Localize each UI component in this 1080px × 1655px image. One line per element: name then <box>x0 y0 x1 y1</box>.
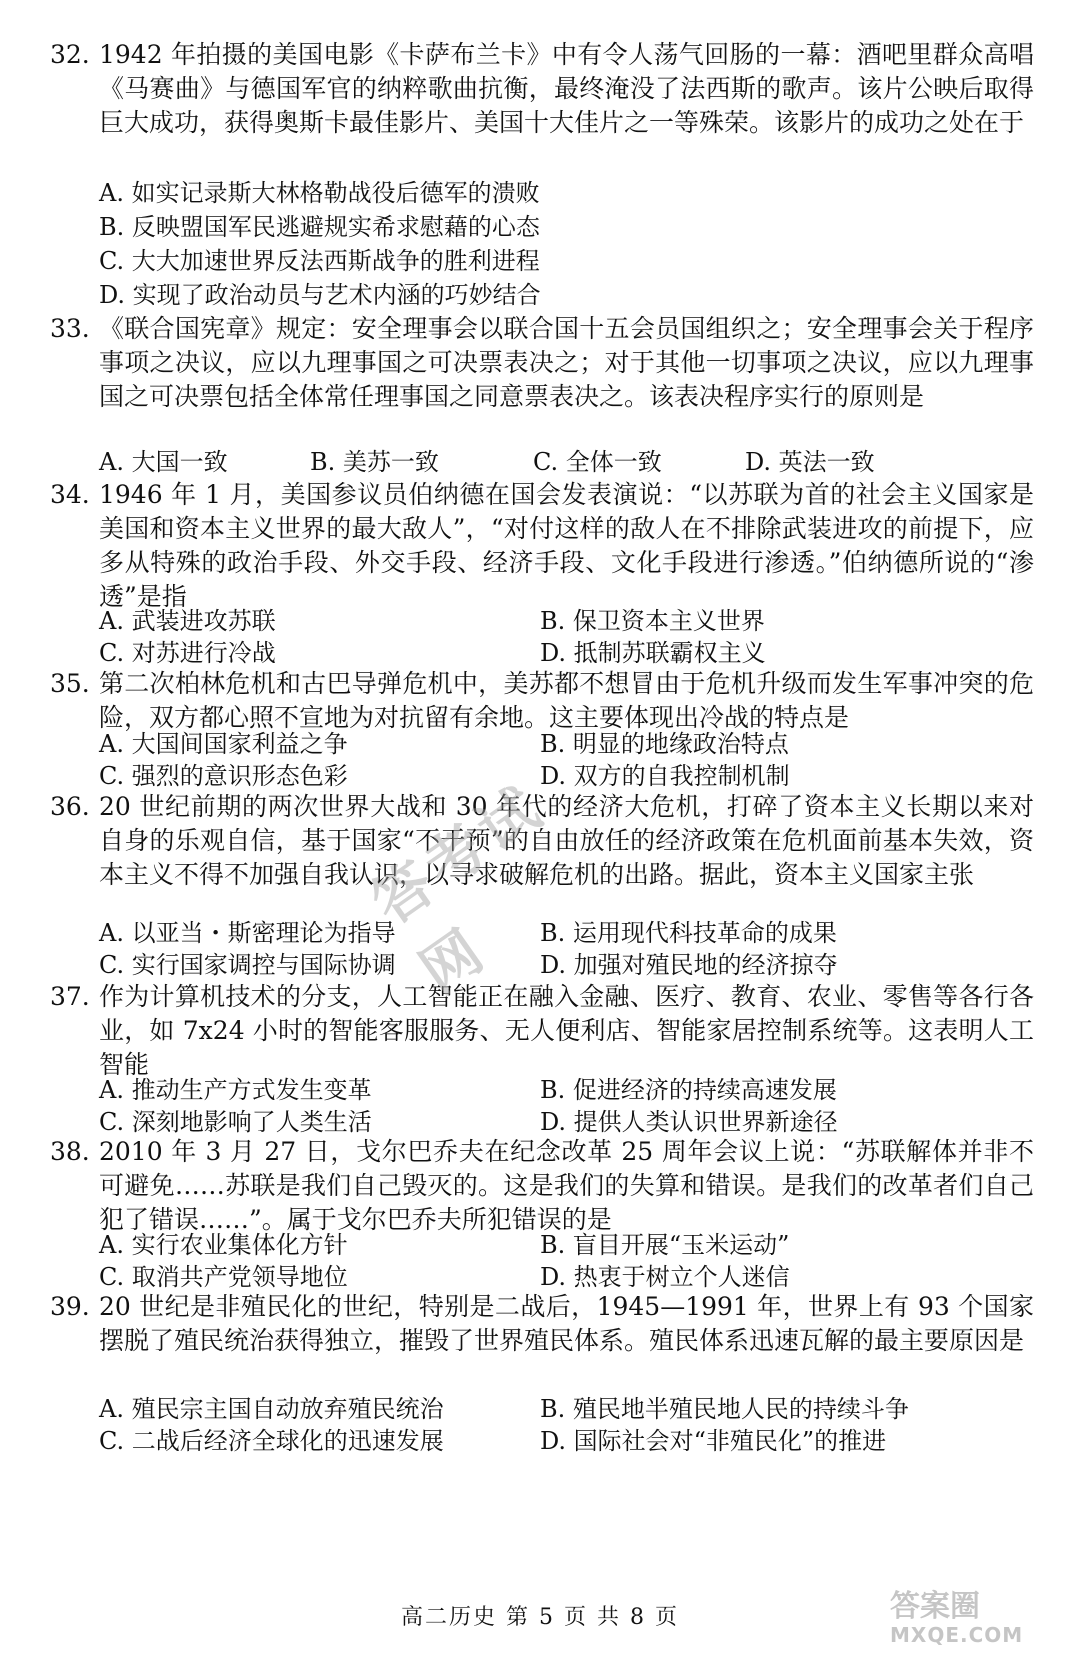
option-d: D. 国际社会对“非殖民化”的推进 <box>540 1427 887 1455</box>
option-c: C. 取消共产党领导地位 <box>99 1263 348 1291</box>
option-b: B. 反映盟国军民逃避规实希求慰藉的心态 <box>99 213 540 241</box>
watermark-stamp: 答考试网 <box>359 771 557 1007</box>
question-number: 35. <box>50 669 90 698</box>
watermark-logo <box>890 1590 1070 1650</box>
option-a: A. 以亚当・斯密理论为指导 <box>99 919 396 947</box>
option-a: A. 大国一致 <box>99 448 228 476</box>
option-c: C. 深刻地影响了人类生活 <box>99 1108 372 1136</box>
page-footer: 高二历史 第 5 页 共 8 页 <box>401 1605 679 1630</box>
option-c: C. 对苏进行冷战 <box>99 639 276 667</box>
option-a: A. 大国间国家利益之争 <box>99 730 348 758</box>
option-c: C. 全体一致 <box>533 448 662 476</box>
question-stem: 2010 年 3 月 27 日，戈尔巴乔夫在纪念改革 25 周年会议上说：“苏联解体并非不可避免……苏联是我们自己毁灭的。这是我们的失算和错误。是我们的改革者们自己犯了错误……”。属于戈尔巴乔夫所犯错误的是 <box>99 1137 1034 1234</box>
option-d: D. 抵制苏联霸权主义 <box>540 639 766 667</box>
question-number: 36. <box>50 792 90 821</box>
option-a: A. 武装进攻苏联 <box>99 607 276 635</box>
option-a: A. 殖民宗主国自动放弃殖民统治 <box>99 1395 444 1423</box>
option-d: D. 加强对殖民地的经济掠夺 <box>540 951 838 979</box>
question-stem: 20 世纪是非殖民化的世纪，特别是二战后，1945—1991 年，世界上有 93 个国家摆脱了殖民统治获得独立，摧毁了世界殖民体系。殖民体系迅速瓦解的最主要原因是 <box>99 1292 1034 1355</box>
option-c: C. 实行国家调控与国际协调 <box>99 951 396 979</box>
option-d: D. 热衷于树立个人迷信 <box>540 1263 790 1291</box>
option-b: B. 美苏一致 <box>310 448 439 476</box>
question-number: 33. <box>50 314 90 343</box>
watermark-logo-url: MXQE.COM <box>890 1623 1024 1647</box>
option-a: A. 推动生产方式发生变革 <box>99 1076 372 1104</box>
option-b: B. 保卫资本主义世界 <box>540 607 765 635</box>
question-number: 39. <box>50 1292 90 1321</box>
option-c: C. 强烈的意识形态色彩 <box>99 762 348 790</box>
option-c: C. 大大加速世界反法西斯战争的胜利进程 <box>99 247 540 275</box>
question-stem: 1942 年拍摄的美国电影《卡萨布兰卡》中有令人荡气回肠的一幕：酒吧里群众高唱《马赛曲》与德国军官的纳粹歌曲抗衡，最终淹没了法西斯的歌声。该片公映后取得巨大成功，获得奥斯卡最佳影片、美国十大佳片之一等殊荣。该影片的成功之处在于 <box>99 40 1034 137</box>
question-stem: 作为计算机技术的分支，人工智能正在融入金融、医疗、教育、农业、零售等各行各业，如 7x24 小时的智能客服服务、无人便利店、智能家居控制系统等。这表明人工智能 <box>99 982 1034 1079</box>
question-stem: 20 世纪前期的两次世界大战和 30 年代的经济大危机，打碎了资本主义长期以来对自身的乐观自信，基于国家“不干预”的自由放任的经济政策在危机面前基本失效，资本主义不得不加强自我认识，以寻求破解危机的出路。据此，资本主义国家主张 <box>99 792 1034 889</box>
question-number: 37. <box>50 982 90 1011</box>
watermark-logo-text: 答案圈 <box>890 1589 980 1624</box>
option-b: B. 促进经济的持续高速发展 <box>540 1076 837 1104</box>
option-a: A. 实行农业集体化方针 <box>99 1231 348 1259</box>
question-stem: 《联合国宪章》规定：安全理事会以联合国十五会员国组织之；安全理事会关于程序事项之决议，应以九理事国之可决票表决之；对于其他一切事项之决议，应以九理事国之可决票包括全体常任理事国之同意票表决之。该表决程序实行的原则是 <box>99 314 1034 411</box>
option-b: B. 明显的地缘政治特点 <box>540 730 789 758</box>
option-d: D. 双方的自我控制机制 <box>540 762 790 790</box>
option-b: B. 运用现代科技革命的成果 <box>540 919 837 947</box>
question-number: 34. <box>50 480 90 509</box>
option-b: B. 盲目开展“玉米运动” <box>540 1231 790 1259</box>
option-b: B. 殖民地半殖民地人民的持续斗争 <box>540 1395 909 1423</box>
question-number: 38. <box>50 1137 90 1166</box>
option-c: C. 二战后经济全球化的迅速发展 <box>99 1427 444 1455</box>
question-number: 32. <box>50 40 90 69</box>
option-d: D. 实现了政治动员与艺术内涵的巧妙结合 <box>99 281 541 309</box>
option-a: A. 如实记录斯大林格勒战役后德军的溃败 <box>99 179 540 207</box>
question-stem: 1946 年 1 月，美国参议员伯纳德在国会发表演说：“以苏联为首的社会主义国家是美国和资本主义世界的最大敌人”，“对付这样的敌人在不排除武装进攻的前提下，应多从特殊的政治手段、外交手段、经济手段、文化手段进行渗透。”伯纳德所说的“渗透”是指 <box>99 480 1034 611</box>
option-d: D. 英法一致 <box>745 448 875 476</box>
question-stem: 第二次柏林危机和古巴导弹危机中，美苏都不想冒由于危机升级而发生军事冲突的危险，双方都心照不宣地为对抗留有余地。这主要体现出冷战的特点是 <box>99 669 1034 732</box>
option-d: D. 提供人类认识世界新途径 <box>540 1108 838 1136</box>
